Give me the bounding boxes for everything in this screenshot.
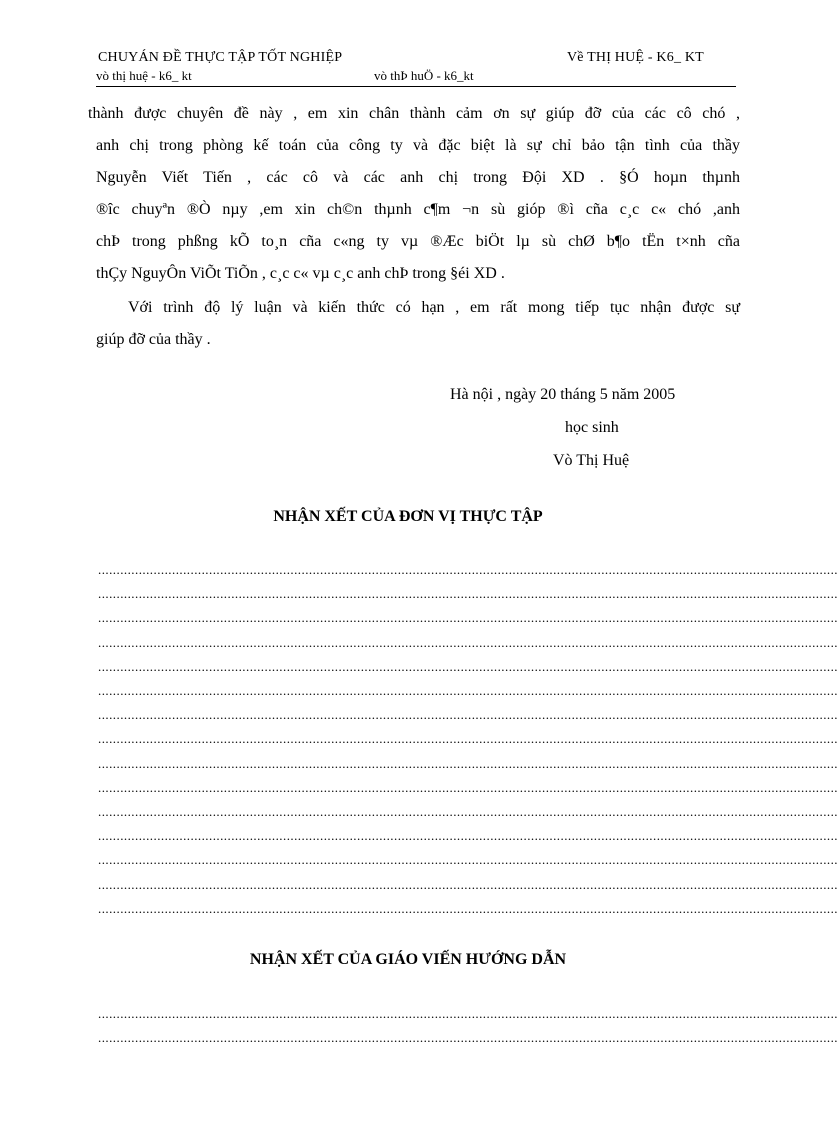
dotted-fill-line: ........................................................................................................................................................................................................	[98, 683, 838, 698]
section1-title: NHẬN XẾT CỦA ĐƠN VỊ THỰC TẬP	[273, 508, 543, 525]
dotted-fill-line: ........................................................................................................................................................................................................	[98, 755, 838, 771]
dotted-fill-line: ........................................................................................................................................................................................................	[98, 876, 838, 892]
signature-date: Hà nội , ngày 20 tháng 5 năm 2005	[450, 386, 676, 403]
dotted-fill-line: ........................................................................................................................................................................................................	[98, 852, 838, 868]
body-line-4: ®îc chuyªn ®Ò nµy ,em xin ch©n thµnh c¶m ¬n sù gióp ®ì cña c¸c c« chó ,anh	[96, 201, 740, 218]
dotted-fill-line: ........................................................................................................................................................................................................	[98, 1030, 838, 1046]
body-para2-line-1: Với trình độ lý luận và kiến thức có hạn , em rất mong tiếp tục nhận được sự	[128, 299, 740, 316]
body-line-3: Nguyễn Viết Tiến , các cô và các anh chị trong Đội XD . §Ó hoµn thµnh	[96, 169, 740, 186]
dotted-fill-line: ........................................................................................................................................................................................................	[98, 634, 838, 650]
body-line-1: thành được chuyên đề này , em xin chân thành cảm ơn sự giúp đỡ của các cô chó ,	[88, 105, 740, 122]
dotted-fill-line: ........................................................................................................................................................................................................	[98, 562, 838, 577]
body-line-5: chÞ trong phßng kÕ to¸n cña c«ng ty vµ ®Æc biÖt lµ sù chØ b¶o tËn t×nh cña	[96, 233, 740, 250]
dotted-fill-line: ........................................................................................................................................................................................................	[98, 731, 838, 747]
dotted-fill-line: ........................................................................................................................................................................................................	[98, 610, 838, 626]
body-line-2: anh chị trong phòng kế toán của công ty và đặc biệt là sự chỉ bảo tận tình của thầy	[96, 137, 740, 154]
body-line-6: thÇy NguyÔn ViÕt TiÕn , c¸c c« vµ c¸c anh chÞ trong §éi XD .	[96, 265, 505, 282]
dotted-fill-line: ........................................................................................................................................................................................................	[98, 779, 838, 795]
signature-role: học sinh	[565, 419, 619, 436]
dotted-fill-line: ........................................................................................................................................................................................................	[98, 900, 838, 916]
dotted-fill-line: ........................................................................................................................................................................................................	[98, 1006, 838, 1021]
header-right-title: Về THỊ HUỆ - K6_ KT	[567, 50, 704, 65]
body-para2-line-2: giúp đỡ của thầy .	[96, 331, 211, 348]
section2-title: NHẬN XẾT CỦA GIÁO VIẾN HƯỚNG DẪN	[249, 951, 567, 968]
dotted-fill-line: ........................................................................................................................................................................................................	[98, 804, 838, 819]
dotted-fill-line: ........................................................................................................................................................................................................	[98, 828, 838, 844]
signature-name: Vò Thị Huệ	[553, 452, 630, 469]
header-sub-left: vò thị huệ - k6_ kt	[96, 68, 192, 83]
header-rule	[96, 86, 736, 87]
header-left-title: CHUYÁN ĐỀ THỰC TẬP TỐT NGHIỆP	[98, 50, 343, 65]
dotted-fill-line: ........................................................................................................................................................................................................	[98, 658, 838, 674]
dotted-fill-line: ........................................................................................................................................................................................................	[98, 707, 838, 723]
dotted-fill-line: ........................................................................................................................................................................................................	[98, 586, 838, 602]
header-sub-mid: vò thÞ huÖ - k6_kt	[374, 68, 474, 83]
